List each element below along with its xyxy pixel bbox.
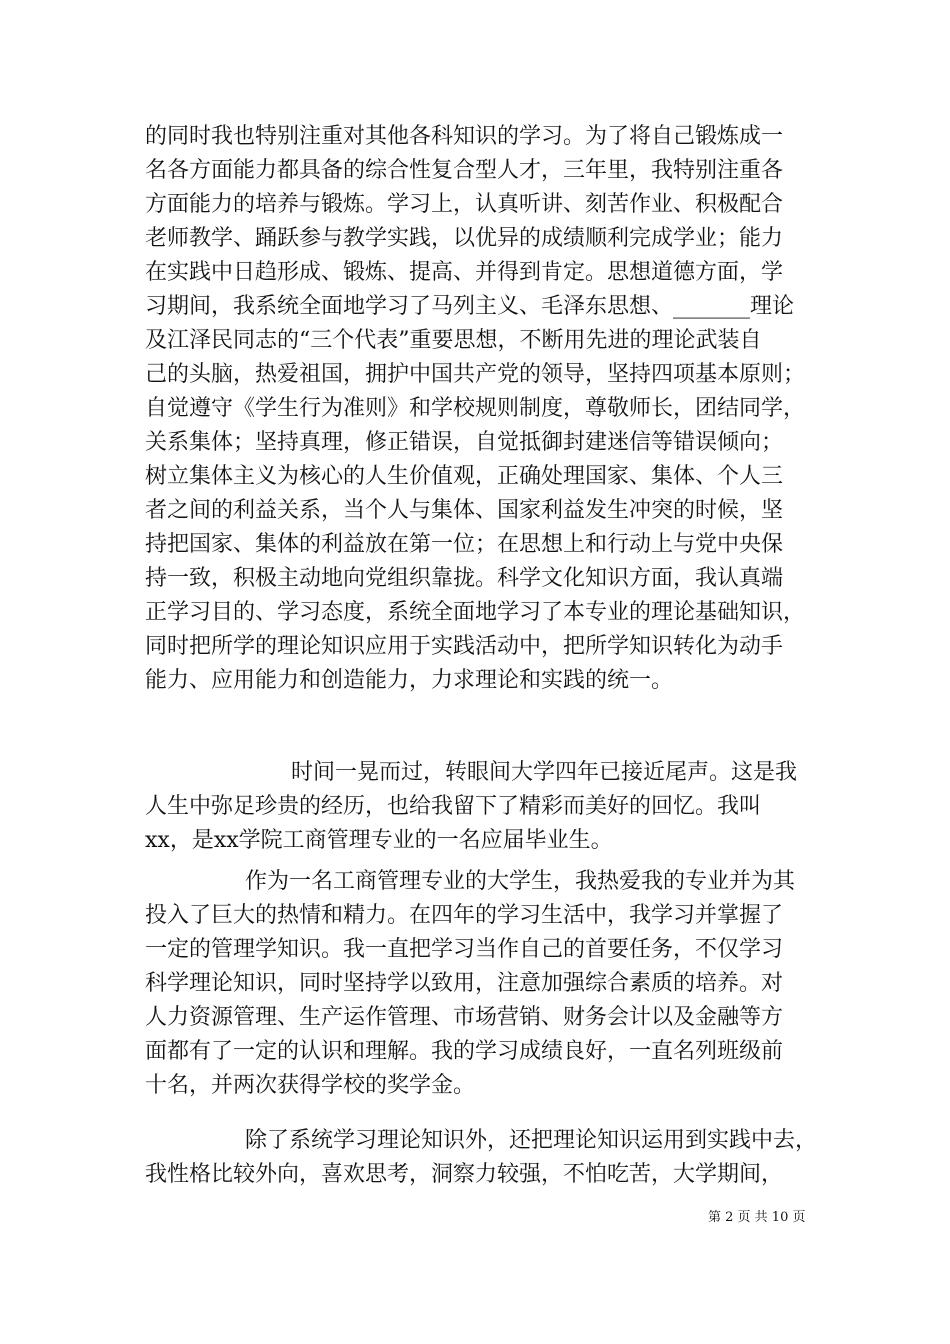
text-line: 投入了巨大的热情和精力。在四年的学习生活中，我学习并掌握了	[145, 903, 784, 928]
text-line: 一定的管理学知识。我一直把学习当作自己的首要任务，不仅学习	[145, 937, 784, 962]
text-line: 持把国家、集体的利益放在第一位；在思想上和行动上与党中央保	[145, 532, 784, 557]
text-line: 老师教学、踊跃参与教学实践，以优异的成绩顺利完成学业；能力	[145, 226, 784, 251]
text-line: 正学习目的、学习态度，系统全面地学习了本专业的理论基础知识，	[145, 600, 806, 625]
text-line: 人生中弥足珍贵的经历，也给我留下了精彩而美好的回忆。我叫	[145, 794, 762, 819]
body-text-2	[145, 756, 825, 858]
text-line: 者之间的利益关系，当个人与集体、国家利益发生冲突的时候，坚	[145, 498, 784, 523]
body-text-3	[145, 865, 825, 1103]
page-number-footer: 第 2 页 共 10 页	[708, 1210, 806, 1225]
text-line: 名各方面能力都具备的综合性复合型人才，三年里，我特别注重各	[145, 158, 784, 183]
text-line: 时间一晃而过，转眼间大学四年已接近尾声。这是我	[291, 760, 798, 785]
text-line: 同时把所学的理论知识应用于实践活动中，把所学知识转化为动手	[145, 634, 784, 659]
text-line: 作为一名工商管理专业的大学生，我热爱我的专业并为其	[245, 869, 796, 894]
text-line: 十名，并两次获得学校的奖学金。	[145, 1073, 476, 1098]
text-line: xx，是xx学院工商管理专业的一名应届毕业生。	[145, 828, 613, 853]
text-line: 习期间，我系统全面地学习了马列主义、毛泽东思想、_______理论	[145, 294, 795, 319]
text-line: 能力、应用能力和创造能力，力求理论和实践的统一。	[145, 668, 674, 693]
text-line: 关系集体；坚持真理，修正错误，自觉抵御封建迷信等错误倾向；	[145, 430, 784, 455]
text-line: 持一致，积极主动地向党组织靠拢。科学文化知识方面，我认真端	[145, 566, 784, 591]
text-line: 己的头脑，热爱祖国，拥护中国共产党的领导，坚持四项基本原则；	[145, 362, 806, 387]
body-text-4	[145, 1124, 825, 1192]
text-line: 人力资源管理、生产运作管理、市场营销、财务会计以及金融等方	[145, 1005, 784, 1030]
text-line: 及江泽民同志的“三个代表”重要思想，不断用先进的理论武装自	[145, 328, 762, 353]
body-text-1	[145, 120, 825, 698]
text-line: 自觉遵守《学生行为准则》和学校规则制度，尊敬师长，团结同学，	[145, 396, 806, 421]
text-line: 科学理论知识，同时坚持学以致用，注意加强综合素质的培养。对	[145, 971, 784, 996]
text-line: 树立集体主义为核心的人生价值观，正确处理国家、集体、个人三	[145, 464, 784, 489]
text-line: 的同时我也特别注重对其他各科知识的学习。为了将自己锻炼成一	[145, 124, 784, 149]
text-line: 方面能力的培养与锻炼。学习上，认真听讲、刻苦作业、积极配合	[145, 192, 784, 217]
text-line: 在实践中日趋形成、锻炼、提高、并得到肯定。思想道德方面，学	[145, 260, 784, 285]
text-line: 除了系统学习理论知识外，还把理论知识运用到实践中去，	[245, 1128, 818, 1153]
text-line: 面都有了一定的认识和理解。我的学习成绩良好，一直名列班级前	[145, 1039, 784, 1064]
text-line: 我性格比较外向，喜欢思考，洞察力较强，不怕吃苦，大学期间，	[145, 1162, 784, 1187]
